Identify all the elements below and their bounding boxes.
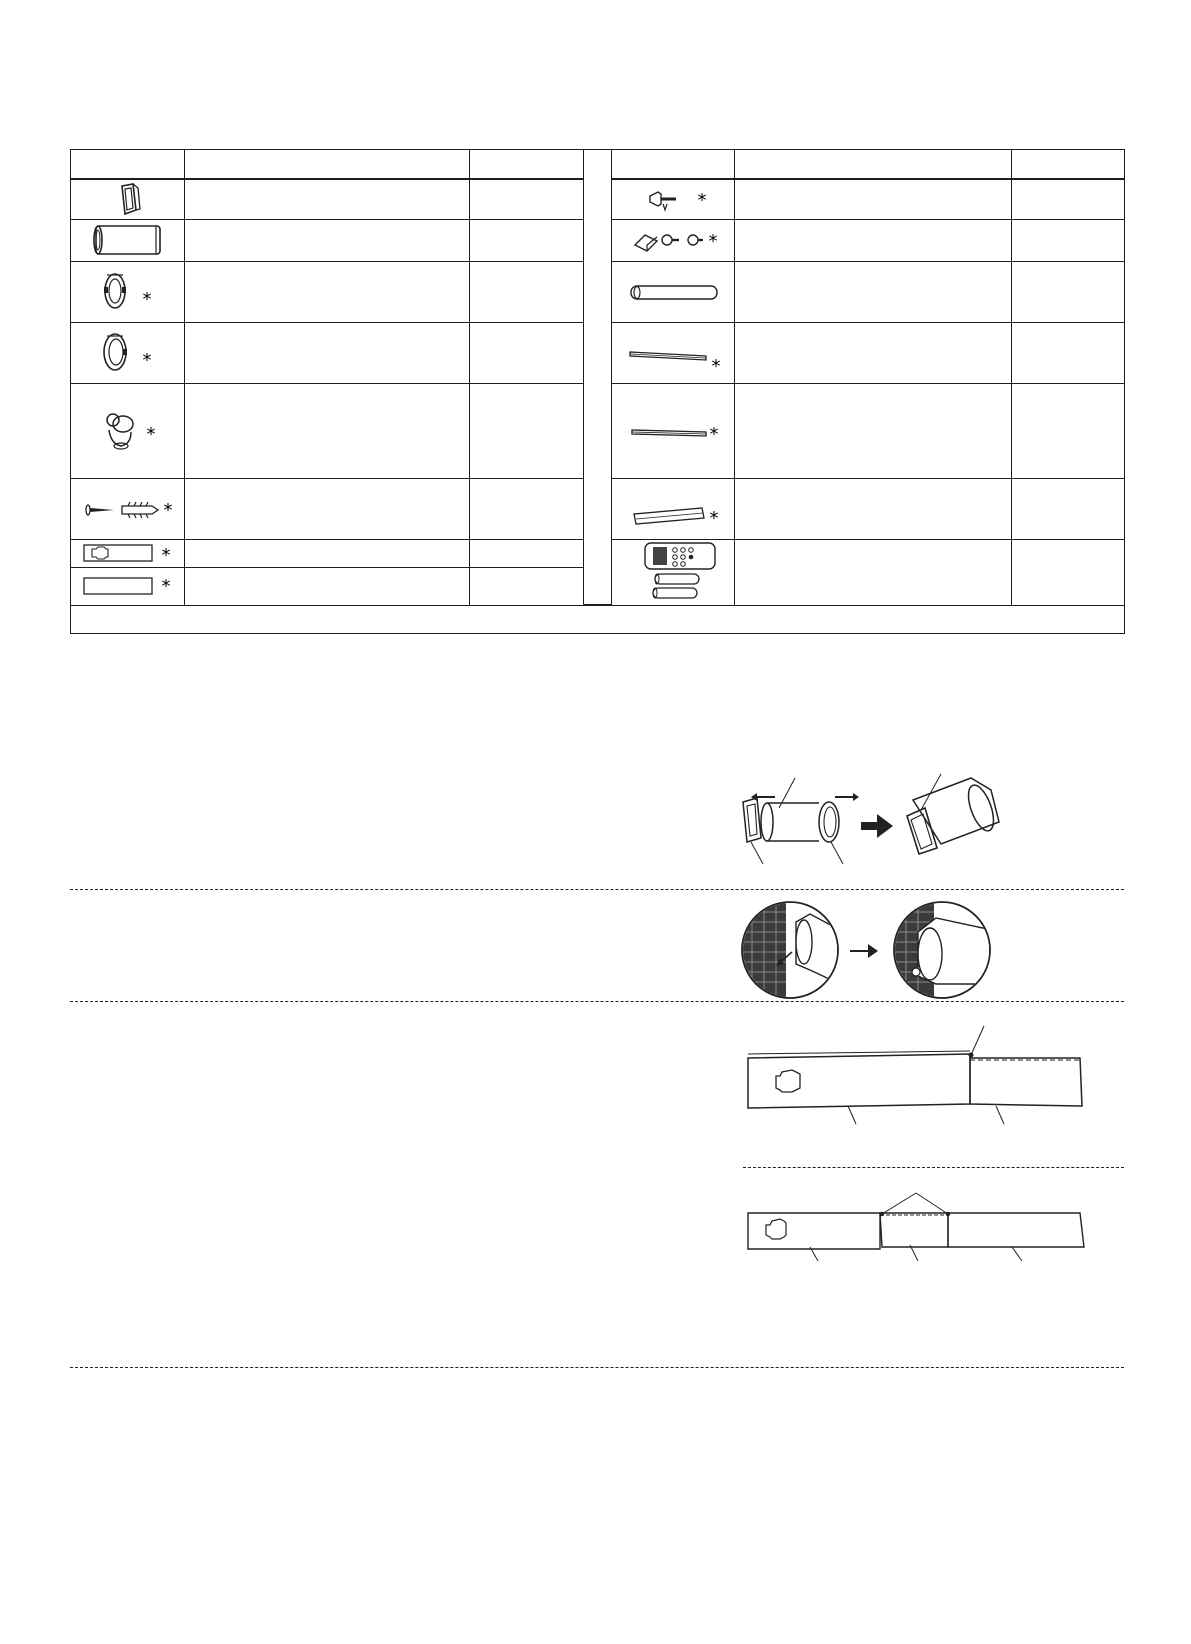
part-qty-cell: [470, 478, 584, 539]
asterisk-mark: *: [697, 190, 707, 212]
connector-mounting-step-2: [894, 902, 994, 998]
connector-mounting-step-1: [742, 902, 846, 998]
part-icon-cell: [71, 322, 185, 383]
window-slider-three-piece-figure: [740, 1185, 1090, 1265]
header-icon-col-right: [612, 150, 735, 180]
window-panel-with-hole-part: [748, 1051, 970, 1124]
asterisk-mark: *: [161, 545, 170, 565]
part-name-cell: [735, 539, 1012, 605]
part-qty-cell: [470, 261, 584, 322]
section-divider: [70, 1001, 1124, 1002]
asterisk-mark: *: [163, 499, 172, 521]
window-panel-middle-part: [880, 1213, 948, 1261]
part-qty-cell: [470, 322, 584, 383]
part-name-cell: [185, 179, 470, 219]
part-qty-cell: [470, 539, 584, 567]
hose-assembly-figure: [735, 770, 1035, 870]
header-qty-col-left: [470, 150, 584, 180]
part-name-cell: [735, 261, 1012, 322]
part-name-cell: [735, 219, 1012, 261]
table-footer-note: [71, 605, 1125, 634]
part-qty-cell: [470, 179, 584, 219]
part-icon-cell: [612, 179, 735, 219]
hose-connector-b-icon: [93, 328, 163, 378]
part-name-cell: [735, 383, 1012, 478]
window-slider-two-piece-figure: [740, 1024, 1090, 1134]
table-header-row: [71, 150, 1125, 180]
window-panel-icon: [78, 574, 178, 598]
part-icon-cell: [71, 219, 185, 261]
part-icon-cell: [71, 478, 185, 539]
part-qty-cell: [1012, 539, 1125, 605]
header-icon-col-left: [71, 150, 185, 180]
part-qty-cell: [1012, 383, 1125, 478]
part-qty-cell: [1012, 219, 1125, 261]
part-name-cell: [185, 478, 470, 539]
header-name-col-right: [735, 150, 1012, 180]
asterisk-mark: *: [711, 355, 721, 377]
part-name-cell: [185, 261, 470, 322]
hose-connector-a-icon: [93, 267, 163, 317]
part-name-cell: [735, 322, 1012, 383]
part-icon-cell: [612, 322, 735, 383]
part-name-cell: [185, 383, 470, 478]
section-divider: [70, 1367, 1124, 1368]
part-icon-cell: [612, 383, 735, 478]
asterisk-mark: *: [142, 288, 151, 310]
right-arrow-icon: [850, 944, 878, 958]
window-panel-part: [970, 1058, 1082, 1124]
table-footer-row: [71, 605, 1125, 634]
drain-pipe-icon: [623, 277, 723, 307]
window-panel-with-hole-part: [748, 1213, 880, 1261]
part-qty-cell: [470, 383, 584, 478]
part-icon-cell: [612, 478, 735, 539]
window-panel-end-part: [948, 1213, 1084, 1261]
part-name-cell: [185, 219, 470, 261]
part-name-cell: [185, 567, 470, 605]
exhaust-hose-part: [761, 803, 773, 841]
part-icon-cell: [71, 539, 185, 567]
parts-table: [70, 149, 1125, 634]
part-icon-cell: [612, 219, 735, 261]
window-panel-with-hole-icon: [78, 541, 178, 565]
part-qty-cell: [1012, 478, 1125, 539]
assembled-hose-part: [907, 774, 999, 854]
part-icon-cell: [71, 179, 185, 219]
asterisk-mark: *: [161, 576, 170, 597]
header-name-col-left: [185, 150, 470, 180]
part-icon-cell: [71, 383, 185, 478]
exhaust-hose-icon: [90, 222, 166, 258]
asterisk-mark: *: [709, 507, 719, 529]
bolt-icon: [628, 182, 718, 216]
part-qty-cell: [1012, 322, 1125, 383]
part-qty-cell: [470, 567, 584, 605]
part-name-cell: [185, 322, 470, 383]
part-icon-cell: [612, 261, 735, 322]
part-name-cell: [185, 539, 470, 567]
remote-control-and-batteries-icon: [623, 540, 723, 604]
bracket-and-screws-icon: [623, 223, 723, 257]
section-divider: [70, 889, 1124, 890]
asterisk-mark: *: [146, 423, 155, 445]
part-icon-cell: [612, 539, 735, 605]
part-qty-cell: [1012, 179, 1125, 219]
table-gap: [584, 150, 612, 606]
section-divider: [743, 1167, 1124, 1168]
wall-mount-figure: [740, 900, 1010, 1000]
window-adaptor-icon: [113, 182, 143, 216]
foam-seal-c-icon: [618, 484, 728, 534]
sealing-plug-icon: [93, 406, 163, 456]
part-qty-cell: [470, 219, 584, 261]
right-arrow-icon: [861, 814, 893, 838]
part-icon-cell: [71, 261, 185, 322]
part-qty-cell: [1012, 261, 1125, 322]
foam-seal-b-icon: [618, 406, 728, 456]
part-icon-cell: [71, 567, 185, 605]
screw-and-anchor-icon: [78, 494, 178, 524]
foam-seal-a-icon: [618, 328, 728, 378]
asterisk-mark: *: [709, 423, 719, 445]
asterisk-mark: *: [708, 231, 718, 252]
asterisk-mark: *: [142, 349, 151, 371]
part-name-cell: [735, 179, 1012, 219]
part-name-cell: [735, 478, 1012, 539]
header-qty-col-right: [1012, 150, 1125, 180]
